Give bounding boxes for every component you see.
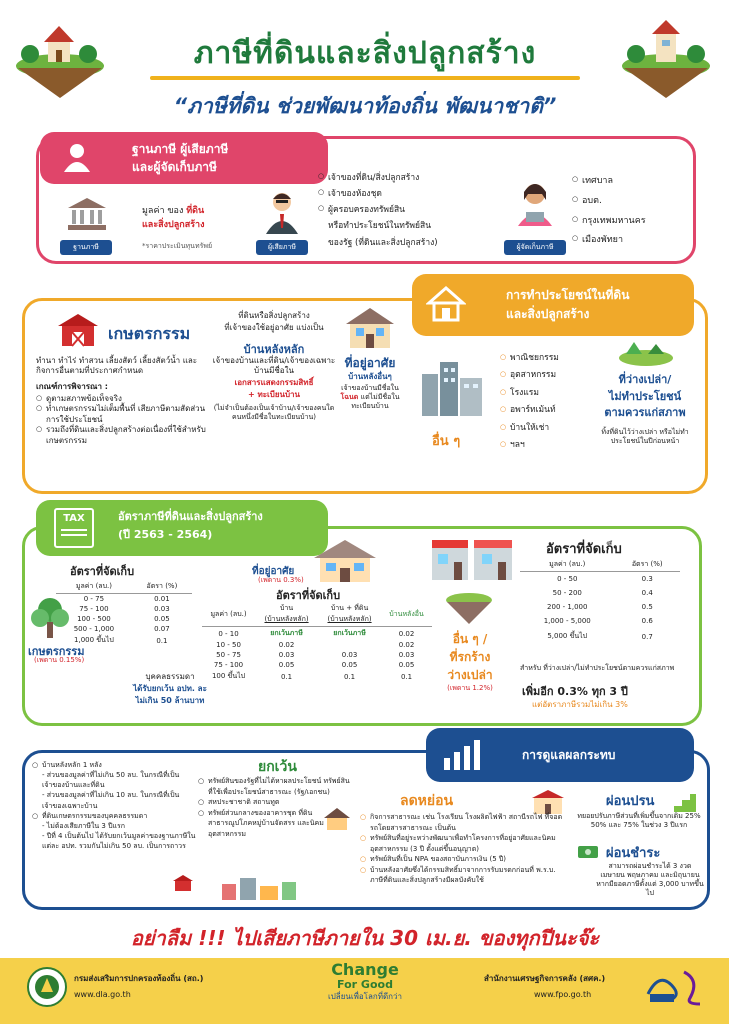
agri-rate-title: อัตราที่จัดเก็บ: [70, 565, 135, 578]
title-underline: [150, 76, 580, 80]
res-rate-title: อัตราที่จัดเก็บ: [276, 589, 341, 602]
fpo-logo: [640, 964, 710, 1008]
vacant-text: ทิ้งที่ดินไว้ว่างเปล่า หรือไม่ทำประโยชน์ในปีก่อนหน้า: [601, 428, 689, 446]
tax-document-icon: TAX: [54, 508, 94, 548]
fpo-name: สำนักงานเศรษฐกิจการคลัง (สศค.): [484, 974, 606, 983]
installment-title: ผ่อนชำระ: [606, 846, 661, 861]
reduce-item: ○ ทรัพย์สินที่อยู่ระหว่างพัฒนาเพื่อทำโครงการที่อยู่อาศัยและนิคมอุตสาหกรรม (3 ปี ตั้งแต่ขึ้นอนุญาต): [360, 833, 568, 854]
impact-main-list: ○ บ้านหลังหลัก 1 หลัง - ส่วนของมูลค่าที่ไม่เกิน 50 ลบ. ในกรณีที่เป็นเจ้าของบ้านและที่ดิน - ส่วนของมูลค่าที่ไม่เกิน 10 ลบ. ในกรณีที่เป็นเจ้าของเฉพาะบ้าน ○ ที่ดินเกษตรกรรมของบุคคลธรรมดา - ไม่ต้องเสียภาษีใน 3 ปีแรก - ปีที่ 4 เป็นต้นไป ได้รับยกเว้นมูลค่าของฐานภาษีในแต่ละ อปท. รวมกันไม่เกิน 50 ลบ. เป็นการถาวร: [32, 760, 202, 851]
relief-text: ทยอยปรับภาษีส่วนที่เพิ่มขึ้นจากเดิม 25% 50% และ 75% ในช่วง 3 ปีแรก: [577, 812, 701, 830]
taxpayer-label: ผู้เสียภาษี: [256, 240, 308, 255]
page-subtitle: “ภาษีที่ดิน ช่วยพัฒนาท้องถิ่น พัฒนาชาติ”: [173, 94, 557, 118]
reduce-title: ลดหย่อน: [400, 793, 454, 809]
taxpayer-person-icon: [262, 190, 302, 234]
reduce-item: ○ ทรัพย์สินที่เป็น NPA ของสถาบันการเงิน (5 ปี): [360, 854, 568, 865]
fpo-url[interactable]: www.fpo.go.th: [534, 990, 592, 999]
barn-icon: [56, 312, 100, 348]
other-rate-max: (เพดาน 1.2%): [447, 684, 493, 692]
agri-criteria-item: ○ ทำเกษตรกรรมไม่เต็มพื้นที่ เสียภาษีตามสัดส่วนการใช้ประโยชน์: [36, 404, 206, 425]
other-rate-table: มูลค่า (ลบ.) อัตรา (%) 0 - 50 0.3 50 - 200 0.4 200 - 1,000 0.5 1,000 - 5,000 0.6 5,000 ขึ้นไป 0.7: [520, 558, 680, 645]
vacant-title: ที่ว่างเปล่า/ ไม่ทำประโยชน์ ตามควรแก่สภาพ: [604, 373, 686, 419]
table-row: 1,000 - 5,000 0.6: [543, 617, 653, 625]
vacant-rate-note: สำหรับ ที่ว่างเปล่า/ไม่ทำประโยชน์ตามควรแก่สภาพ: [520, 664, 675, 672]
others-item: ○ พาณิชยกรรม: [500, 350, 559, 367]
table-row: 0 - 50 0.3: [557, 575, 653, 583]
main-house-plus: + ทะเบียนบ้าน: [247, 390, 301, 399]
stairs-icon: [672, 788, 698, 814]
tax-base-label: ฐานภาษี: [60, 240, 112, 255]
agri-rate-max: (เพดาน 0.15%): [34, 656, 85, 664]
payer-item-cont: ของรัฐ (ที่ดินและสิ่งปลูกสร้าง): [328, 237, 438, 248]
other-house-text: เจ้าของบ้านมีชื่อใน โฉนด แต่ไม่มีชื่อในทะเบียนบ้าน: [340, 384, 400, 411]
vacant-land-illustration: [618, 338, 674, 368]
other-house-title: บ้านหลังอื่นๆ: [348, 372, 392, 381]
table-row: 10 - 50 0.02 0.02: [216, 641, 415, 649]
tree-icon: [30, 596, 70, 640]
others-item: ○ บ้านให้เช่า: [500, 420, 559, 437]
payer-item: ○ เจ้าของห้องชุด: [318, 186, 438, 202]
change-for-good-logo: Change For Good เปลี่ยนเพื่อโลกที่ดีกว่า: [327, 960, 403, 1002]
floating-rock-illustration: [444, 590, 494, 624]
house-small-icon: [322, 806, 352, 832]
page-title: ภาษีที่ดินและสิ่งปลูกสร้าง: [193, 36, 537, 71]
others-list: [500, 350, 559, 455]
table-row: 100 ขึ้นไป 0.1 0.1 0.1: [211, 672, 413, 681]
residence-intro: ที่ดินหรือสิ่งปลูกสร้าง ที่เจ้าของใช้อยู่อาศัย แบ่งเป็น: [224, 311, 324, 332]
money-icon: [576, 840, 600, 864]
dla-logo: [26, 966, 68, 1008]
table-row: 5,000 ขึ้นไป 0.7: [547, 632, 653, 641]
bank-building-icon: [66, 196, 108, 232]
relief-title: ผ่อนปรน: [606, 794, 655, 809]
barn-small-icon: [172, 874, 194, 892]
residence-title: ที่อยู่อาศัย: [344, 356, 396, 370]
payer-list: [318, 170, 438, 251]
base-value-note: *ราคาประเมินทุนทรัพย์: [142, 242, 213, 250]
agri-description: ทำนา ทำไร่ ทำสวน เลี้ยงสัตว์ เลี้ยงสัตว์น้ำ และกิจการอื่นตามที่ประกาศกำหนด: [36, 356, 198, 376]
payer-item-cont: หรือทำประโยชน์ในทรัพย์สิน: [328, 221, 432, 232]
installment-text: สามารถผ่อนชำระได้ 3 งวด เมษายน พฤษภาคม และมิถุนายน หากมียอดภาษีตั้งแต่ 3,000 บาทขึ้นไป: [596, 862, 704, 898]
agri-exempt-1: ได้รับยกเว้น อปท. ละ: [133, 684, 207, 693]
main-house-note: (ไม่จำเป็นต้องเป็นเจ้าบ้าน/เจ้าของคนใดคนหนึ่งมีชื่อในทะเบียนบ้าน): [213, 404, 335, 422]
main-house-doc: เอกสารแสดงกรรมสิทธิ์: [234, 378, 314, 387]
other-rate-label: อื่น ๆ / ที่รกร้าง ว่างเปล่า: [447, 632, 493, 682]
rates-section-header: [36, 500, 328, 556]
house-icon: [426, 284, 466, 324]
table-row: 75 - 100 0.03: [79, 605, 170, 613]
res-rate-table: มูลค่า (ลบ.) บ้าน (บ้านหลังหลัก) บ้าน + ที่ดิน (บ้านหลังหลัก) บ้านหลังอื่น 0 - 10 ยกเว้นภาษี ยกเว้นภาษี 0.02 10 - 50 0.02 0.02 50 - 75 0.03 0.03 0.03 75 - 100 0.05 0.05 0.05 100 ขึ้นไป 0.1 0.1 0.1: [202, 602, 432, 683]
bar-chart-icon: [442, 738, 482, 772]
agri-criteria-list: [36, 394, 206, 446]
usage-section-header: [412, 274, 694, 336]
table-row: 50 - 75 0.03 0.03 0.03: [216, 651, 415, 659]
vacant-rate-cap: แต่อัตราภาษีรวมไม่เกิน 3%: [532, 700, 628, 709]
others-title: อื่น ๆ: [432, 434, 461, 449]
base-heading-line1: ฐานภาษี ผู้เสียภาษี: [132, 142, 229, 156]
reduce-list: [360, 812, 568, 886]
residential-house-icon: [312, 538, 378, 584]
base-section-header: [40, 132, 328, 184]
res-rate-max: (เพดาน 0.3%): [258, 576, 304, 584]
table-row: 75 - 100 0.05 0.05 0.05: [213, 661, 415, 669]
table-row: 0 - 10 ยกเว้นภาษี ยกเว้นภาษี 0.02: [218, 629, 415, 638]
main-house-text: เจ้าของบ้านและที่ดิน/เจ้าของเฉพาะบ้านมีชื่อใน: [212, 356, 336, 376]
collector-list: [572, 172, 646, 251]
table-row: 200 - 1,000 0.5: [547, 603, 653, 611]
table-row: 50 - 200 0.4: [552, 589, 653, 597]
agri-criteria-label: เกณฑ์การพิจารณา :: [36, 382, 108, 391]
other-rate-title: อัตราที่จัดเก็บ: [546, 542, 622, 557]
shops-illustration: [430, 536, 514, 582]
exempt-item: ○ สหประชาชาติ สถานทูต: [198, 797, 354, 808]
reduce-item: ○ กิจการสาธารณะ เช่น โรงเรียน โรงผลิตไฟฟ้า สถานีรถไฟ ที่จอดรถโดยสารสาธารณะ เป็นต้น: [360, 812, 568, 833]
agri-criteria-item: ○ รวมถึงที่ดินและสิ่งปลูกสร้างต่อเนื่องที่ใช้สำหรับเกษตรกรรม: [36, 425, 206, 446]
exempt-item: ○ ทรัพย์สินของรัฐที่ไม่ได้หาผลประโยชน์ ทรัพย์สินที่ใช้เพื่อประโยชน์สาธารณะ (รัฐ/เอกชน): [198, 776, 354, 797]
dla-url[interactable]: www.dla.go.th: [74, 990, 131, 999]
res-rate-label: ที่อยู่อาศัย: [252, 566, 295, 577]
base-value-text: มูลค่า ของ ที่ดิน และสิ่งปลูกสร้าง: [142, 206, 205, 231]
payer-item: ○ ผู้ครอบครองทรัพย์สิน: [318, 202, 438, 218]
rates-heading-line2: (ปี 2563 - 2564): [118, 527, 213, 541]
reduce-item: ○ บ้านหลังอาศัยซึ่งได้กรรมสิทธิ์มาจากการรับมรดกก่อนที่ พ.ร.บ. ภาษีที่ดินและสิ่งปลูกสร้างมีผลบังคับใช้: [360, 865, 568, 886]
impact-section-header: [426, 728, 694, 782]
others-item: ○ อพาร์ทเม้นท์: [500, 402, 559, 419]
table-row: 1,000 ขึ้นไป 0.1: [74, 636, 168, 645]
table-row: 500 - 1,000 0.07: [73, 625, 170, 633]
others-item: ○ อุตสาหกรรม: [500, 367, 559, 384]
base-heading-line2: และผู้จัดเก็บภาษี: [132, 160, 217, 174]
floating-island-left-illustration: [14, 18, 106, 100]
others-item: ○ โรงแรม: [500, 385, 559, 402]
rates-heading-line1: อัตราภาษีที่ดินและสิ่งปลูกสร้าง: [118, 510, 263, 523]
exempt-item: ○ ทรัพย์ส่วนกลางของอาคารชุด ที่ดินสาธารณูปโภคหมู่บ้านจัดสรร และนิคมอุตสาหกรรม: [198, 808, 354, 840]
school-icon: [530, 788, 566, 814]
collector-person-icon: [512, 180, 558, 226]
impact-heading: การดูแลผลกระทบ: [522, 748, 616, 762]
agri-rate-label: เกษตรกรรม: [28, 645, 85, 658]
collector-item: ○ เทศบาล: [572, 172, 646, 192]
exempt-title: ยกเว้น: [258, 759, 297, 775]
table-row: 100 - 500 0.05: [77, 615, 170, 623]
payer-item: ○ เจ้าของที่ดิน/สิ่งปลูกสร้าง: [318, 170, 438, 186]
user-icon: [60, 140, 94, 174]
deadline-reminder: อย่าลืม !!! ไปเสียภาษีภายใน 30 เม.ย. ของทุกปีนะจ๊ะ: [130, 926, 600, 950]
agri-person: บุคคลธรรมดา: [145, 672, 195, 681]
usage-heading-line1: การทำประโยชน์ในที่ดิน: [506, 288, 630, 302]
usage-heading-line2: และสิ่งปลูกสร้าง: [506, 307, 590, 322]
agri-title: เกษตรกรรม: [108, 324, 191, 343]
collector-item: ○ กรุงเทพมหานคร: [572, 212, 646, 232]
collector-item: ○ อบต.: [572, 192, 646, 212]
agri-criteria-item: ○ ดูตามสภาพข้อเท็จจริง: [36, 394, 206, 404]
others-item: ○ ฯลฯ: [500, 437, 559, 454]
collector-item: ○ เมืองพัทยา: [572, 231, 646, 251]
agri-exempt-2: ไม่เกิน 50 ล้านบาท: [135, 696, 205, 705]
city-buildings-illustration: [418, 356, 488, 418]
dla-name: กรมส่งเสริมการปกครองท้องถิ่น (สถ.): [74, 974, 204, 983]
vacant-rate-increase: เพิ่มอีก 0.3% ทุก 3 ปี: [522, 685, 628, 698]
agri-rate-table: มูลค่า (ลบ.) อัตรา (%) 0 - 75 0.01 75 - 100 0.03 100 - 500 0.05 500 - 1,000 0.07 1,000 ขึ้นไป 0.1: [56, 580, 192, 647]
residence-house-icon: [344, 306, 396, 350]
buildings-small-illustration: [220, 874, 300, 900]
table-row: 0 - 75 0.01: [83, 595, 170, 603]
collector-label: ผู้จัดเก็บภาษี: [504, 240, 566, 255]
floating-island-right-illustration: [620, 18, 712, 100]
main-house-title: บ้านหลังหลัก: [243, 343, 305, 356]
